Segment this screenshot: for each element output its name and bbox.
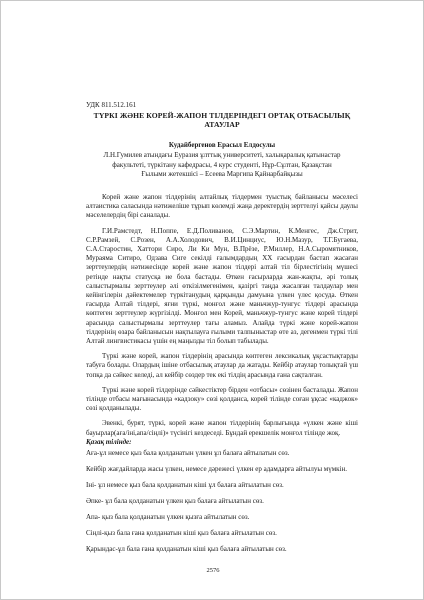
author-affiliation: Л.Н.Гумилев атындағы Еуразия ұлттық университеті, халықаралық қатынастар факультеті, түркітану кафедрасы, 4 курс студенті, Нұр-Сұлтан, Қазақстан [103, 151, 341, 169]
udk-code: УДК 811.512.161 [86, 101, 137, 109]
paragraph-researchers: Г.И.Рамстедт, Н.Поппе, Е.Д.Поливанов, С.Э.Мартин, К.Менгес, Дж.Стрит, С.Р.Рамзей, С.Розен, А.А.Холодович, В.И.Цинциус, Ю.Н.Мазур, Т.Г.Бугаева, С.А.Старостин, Хаттори Сиро, Ли Ки Мун, В.Прёзе, Р.Миллер, Н.А.Сыромятников, Мураяма Ситиро, Одзава Сиге секілді ғалымдардың XX ғасырдан бастап жасаған зерттеулердің нәтижесінде корей және жапон тілдері алтай тіл бірлестігінің мүшесі ретінде нақты статусқа ие бола бастады. Өткен ғасырларда жан-жақты, әрі толық салыстырмалы зерттеулер әлі өткізілмегенімен, қазіргі таңда жасалған талдаулар мен кейінгілерін дәйектемелер түркітанудың қарқынды дамуына үлкен үлес қосуда. Өткен ғасырда Алтай тілдері, яғни түркі, монғол және маньчжур-тунгус тілдері арасында көптеген зерттеулер жүргізілді. Монғол мен Корей, маньчжур-тунгус және корей тілдері арасында салыстырмалы зерттеулер тағы аламыз. Алайда түркі және корей-жапон тілдерінің өзара байланысын нақтылауға ғылыми талпыныстар өте аз, дегенмен түркі тілі Алтай лингвистикасы үшін ең маңызды тіл болып табылады. [86, 226, 358, 346]
page-number: 2576 [206, 567, 220, 574]
paragraph-family-word: Түркі және корей тілдерінде сәйкестіктер бірден «отбасы» сөзінен басталады. Жапон тілінде отбасы мағынасында «кадзоку» сөзі қолданса, корей тілінде соған ұқсас «каджок» сөзі қолданылады. [86, 385, 358, 413]
kazakh-section-heading: Қазақ тілінде: [86, 437, 132, 446]
supervisor-line: Ғылыми жетекшісі – Есеева Маргипа Қайнарбайқызы [141, 169, 303, 178]
kazakh-term-aga: Аға-ұл немесе қыз бала қолданатын үлкен ұл балаға айтылатын сөз. [86, 449, 290, 458]
author-name: Кудайбергенов Ерасыл Елдосулы [168, 141, 276, 150]
article-title: ТҮРКІ ЖӘНЕ КОРЕЙ-ЖАПОН ТІЛДЕРІНДЕГІ ОРТАҚ ОТБАСЫЛЫҚ АТАУЛАР [93, 111, 351, 130]
kazakh-term-sinli: Сіңлі-қыз бала ғана қолданатын кіші қыз балаға айтылатын сөз. [86, 529, 277, 538]
kazakh-term-ini: Іні- ұл немесе қыз бала қолданатын кіші ұл балаға айтылатын сөз. [86, 481, 284, 490]
kazakh-term-aga-note: Кейбір жағдайларда жасы үлкен, немесе дәрежесі үлкен ер адамдарға айтылуы мүмкін. [86, 465, 348, 474]
kazakh-term-karyndas: Қарындас-ұл бала ғана қолданатын кіші қыз балаға айтылатын сөз. [86, 545, 287, 554]
kazakh-term-apke: Әпке- ұл бала қолданатын үлкен қыз балаға айтылатын сөз. [86, 497, 264, 506]
paragraph-siblings: Эвенкі, бурят, түркі, корей және жапон тілдерінің барлығында «үлкен және кіші бауырлар(аға/іні,апа/сіңлі)» түсінігі кездеседі. Бұндай ерекшелік монғол тілінде жоқ. [86, 419, 358, 437]
kazakh-term-apa: Апа- қыз бала қолданатын үлкен қызға айтылатын сөз. [86, 513, 250, 522]
paragraph-intro: Корей және жапон тілдерінің алтайлық тілдермен туыстық байланысы мәселесі алтаистика саласында нәтижеліше тұрып көлемді жаңа деректердің зерттелуі қайсы даулы мәселелердің бірі саналады. [86, 193, 358, 220]
paragraph-lexical-similarities: Түркі және корей, жапон тілдерінің арасында көптеген лексикалық ұқсастықтарды табуға болады. Олардың ішіне отбасылық атаулар да жатады. Кейбір атаулар толықтай үш топқа да сәйкес келеді, ал кейбір сөздер тек екі тілдің арасында ғана сақталған. [86, 352, 358, 379]
article-content [86, 101, 358, 561]
